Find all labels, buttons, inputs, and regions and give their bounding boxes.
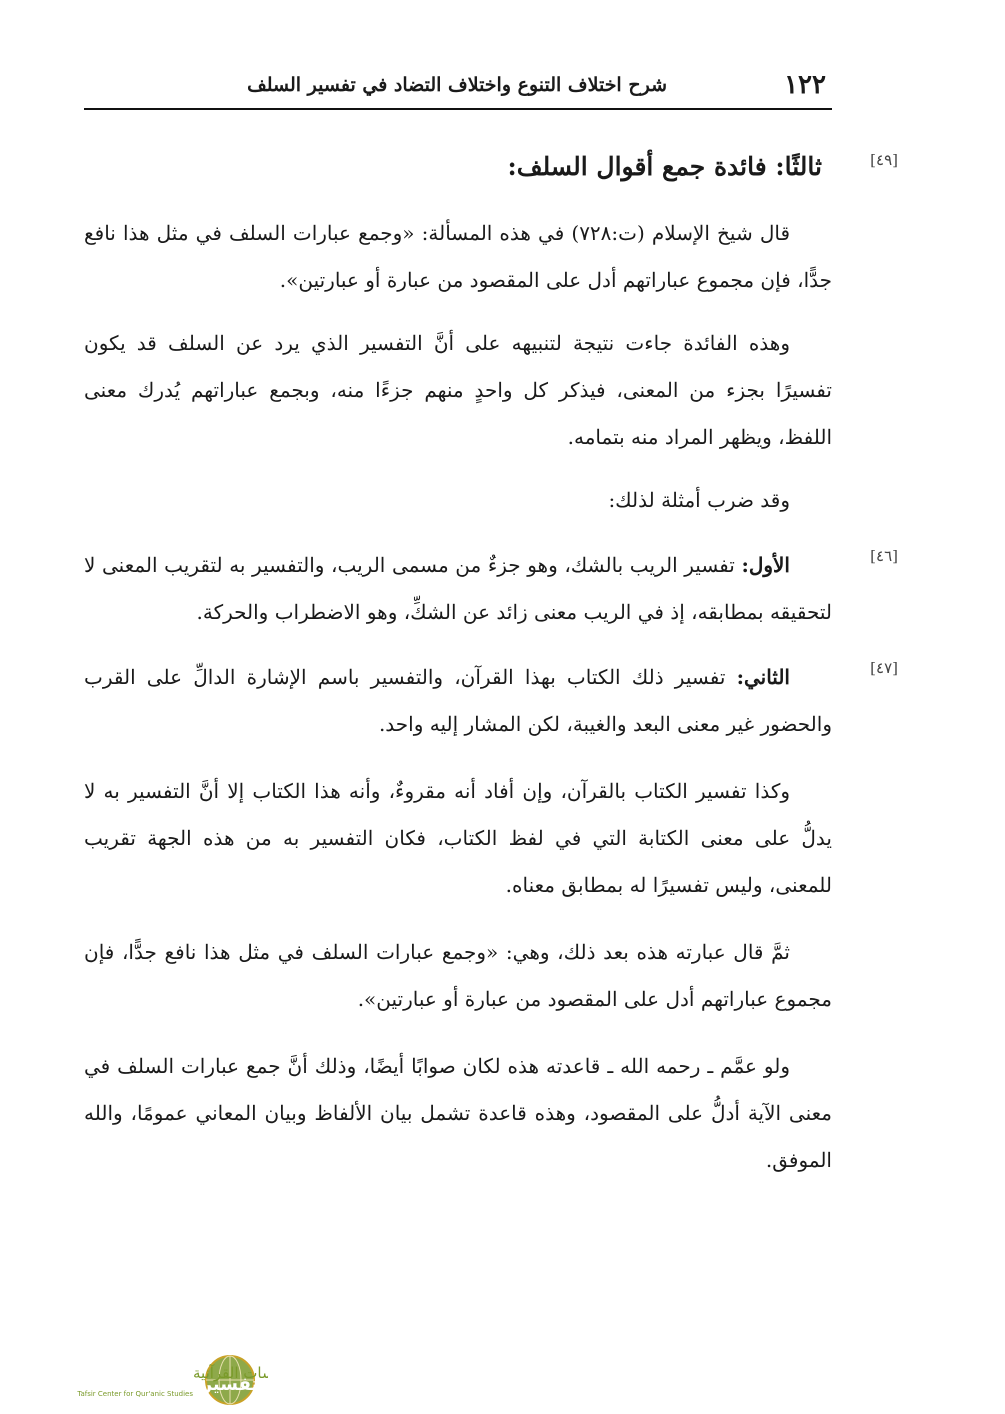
logo-mark: تفسير: [201, 1374, 259, 1395]
example-2-lead: الثاني:: [736, 665, 790, 689]
section-heading: [84, 146, 898, 206]
example-1-marker: [٤٦]: [870, 547, 898, 565]
section-title: ثالثًا: فائدة جمع أقوال السلف:: [507, 152, 822, 181]
section-marker: [٤٩]: [870, 151, 898, 169]
paragraph-2: وهذه الفائدة جاءت نتيجة لتنبيهه على أنَّ التفسير الذي يرد عن السلف قد يكون تفسيرًا بجزء من المعنى، فيذكر كل واحدٍ منهم جزءًا منه، وبجمع عباراتهم يُدرك معنى اللفظ، ويظهر المراد منه بتمامه.: [84, 331, 832, 449]
paragraph-6: وكذا تفسير الكتاب بالقرآن، وإن أفاد أنه مقروءٌ، وأنه هذا الكتاب إلا أنَّ التفسير به لا يدلُّ على معنى الكتابة التي في لفظ الكتاب، فكان التفسير به من هذه الجهة تقريب للمعنى، وليس تفسيرًا له بمطابق معناه.: [84, 779, 832, 897]
paragraph-example-1: [84, 542, 898, 636]
paragraph-1: قال شيخ الإسلام (ت:٧٢٨) في هذه المسألة: «وجمع عبارات السلف في مثل هذا نافع جدًّا، فإن مجموع عباراتهم أدل على المقصود من عبارة أو عبارتين».: [84, 221, 832, 292]
page-header: [84, 66, 832, 110]
page-body: [84, 146, 898, 1184]
paragraph-example-2: [84, 654, 898, 748]
paragraph-3: وقد ضرب أمثلة لذلك:: [608, 488, 790, 512]
example-2-text: تفسير ذلك الكتاب بهذا القرآن، والتفسير باسم الإشارة الدالِّ على القرب والحضور غير معنى البعد والغيبة، لكن المشار إليه واحد.: [84, 665, 832, 736]
example-2-marker: [٤٧]: [870, 659, 898, 677]
example-1-lead: الأول:: [741, 553, 790, 577]
paragraph-8: ولو عمَّم ـ رحمه الله ـ قاعدته هذه لكان صوابًا أيضًا، وذلك أنَّ جمع عبارات السلف في معنى الآية أدلُّ على المقصود، وهذه قاعدة تشمل بيان الألفاظ وبيان المعاني عمومًا، والله الموفق.: [84, 1054, 832, 1172]
logo-name-ar: ات القرآنية: [193, 1364, 262, 1382]
running-title: شرح اختلاف التنوع واختلاف التضاد في تفسير السلف: [247, 74, 667, 96]
example-1-text: تفسير الريب بالشك، وهو جزءٌ من مسمى الريب، والتفسير به لتقريب المعنى لا لتحقيقه بمطابقه، إذ في الريب معنى زائد عن الشكِّ، وهو الاضطراب والحركة.: [84, 553, 832, 624]
tafsir-center-logo: [8, 1350, 268, 1410]
page-number: ١٢٢: [784, 70, 826, 100]
logo-name-en: Tafsir Center for Qur'anic Studies: [77, 1390, 193, 1398]
paragraph-7: ثمَّ قال عبارته هذه بعد ذلك، وهي: «وجمع عبارات السلف في مثل هذا نافع جدًّا، فإن مجموع عباراتهم أدل على المقصود من عبارة أو عبارتين».: [84, 940, 832, 1011]
